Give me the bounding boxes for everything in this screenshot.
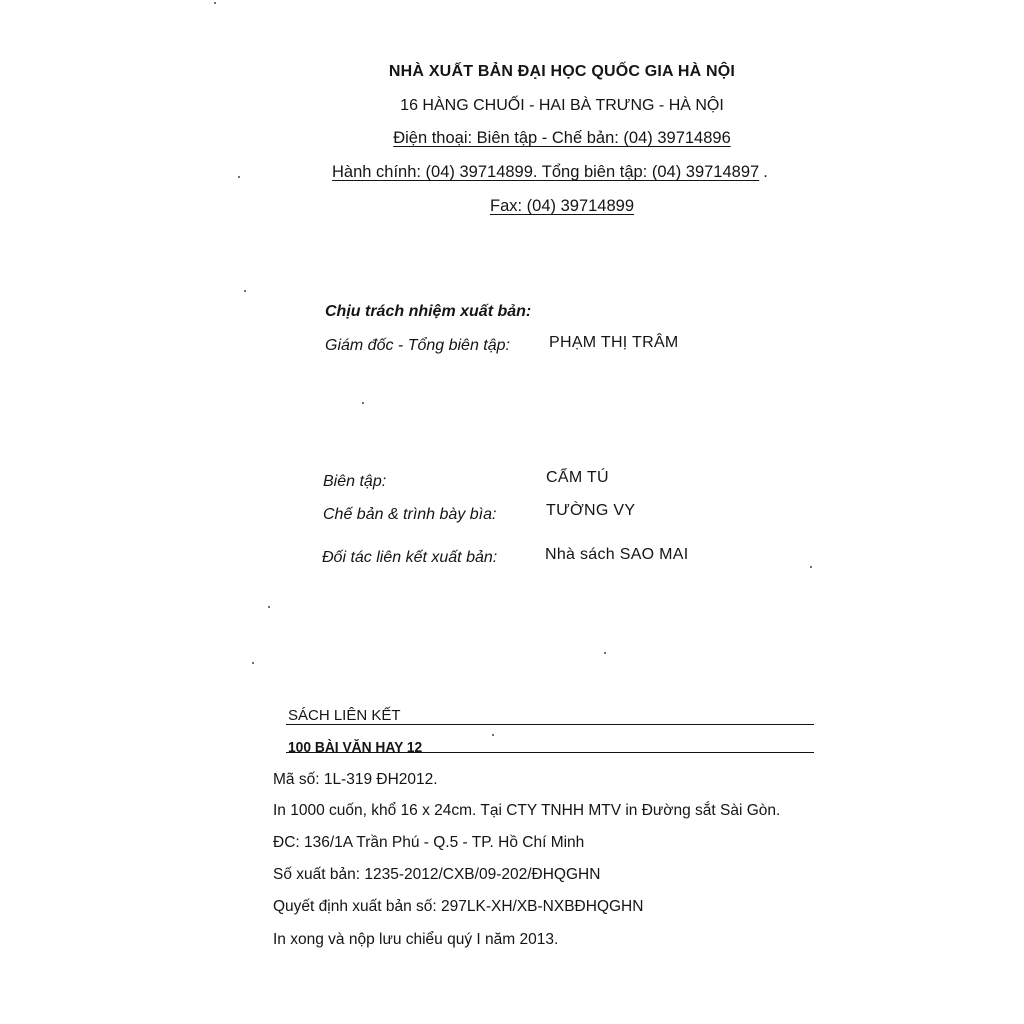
responsibility-heading: Chịu trách nhiệm xuất bản: [325, 303, 532, 320]
imprint-code: Mã số: 1L-319 ĐH2012. [273, 771, 438, 788]
director-name: PHẠM THỊ TRÂM [549, 334, 679, 351]
credit-value-editor: CẨM TÚ [546, 469, 609, 486]
scan-speck [362, 402, 364, 404]
imprint-publication-number: Số xuất bản: 1235-2012/CXB/09-202/ĐHQGHN [273, 866, 601, 883]
credit-value-partner: Nhà sách SAO MAI [545, 546, 689, 563]
book-series: SÁCH LIÊN KẾT [288, 707, 401, 724]
director-label: Giám đốc - Tổng biên tập: [325, 337, 510, 354]
scan-speck [244, 290, 246, 292]
series-rule [286, 724, 814, 725]
credit-label-layout: Chế bản & trình bày bìa: [323, 506, 497, 523]
publisher-phone-admin-row [332, 162, 768, 182]
scan-speck [238, 176, 240, 178]
publisher-phone-editorial: Điện thoại: Biên tập - Chế bản: (04) 39714896 [393, 129, 731, 147]
scan-speck [214, 2, 216, 4]
imprint-deposit: In xong và nộp lưu chiểu quý I năm 2013. [273, 931, 559, 948]
scan-speck [252, 662, 254, 664]
imprint-print-run: In 1000 cuốn, khổ 16 x 24cm. Tại CTY TNHH MTV in Đường sắt Sài Gòn. [273, 802, 781, 819]
scan-speck [604, 652, 606, 654]
credit-value-layout: TƯỜNG VY [546, 502, 636, 519]
publisher-name: NHÀ XUẤT BẢN ĐẠI HỌC QUỐC GIA HÀ NỘI [388, 63, 736, 80]
book-title: 100 BÀI VĂN HAY 12 [288, 739, 423, 756]
publisher-address: 16 HÀNG CHUỐI - HAI BÀ TRƯNG - HÀ NỘI [400, 97, 724, 114]
credit-label-partner: Đối tác liên kết xuất bản: [322, 549, 498, 566]
credit-label-editor: Biên tập: [323, 473, 387, 490]
publisher-fax: Fax: (04) 39714899 [489, 197, 634, 215]
publisher-phone-admin-period: . [763, 163, 768, 181]
publisher-phone-admin: Hành chính: (04) 39714899. Tổng biên tập: (04) 39714897 [332, 163, 760, 181]
title-rule [286, 752, 814, 753]
scan-speck [810, 566, 812, 568]
scan-speck [492, 734, 494, 736]
imprint-decision-number: Quyết định xuất bản số: 297LK-XH/XB-NXBĐHQGHN [273, 898, 644, 915]
imprint-address: ĐC: 136/1A Trần Phú - Q.5 - TP. Hồ Chí Minh [273, 834, 585, 851]
scan-speck [268, 606, 270, 608]
